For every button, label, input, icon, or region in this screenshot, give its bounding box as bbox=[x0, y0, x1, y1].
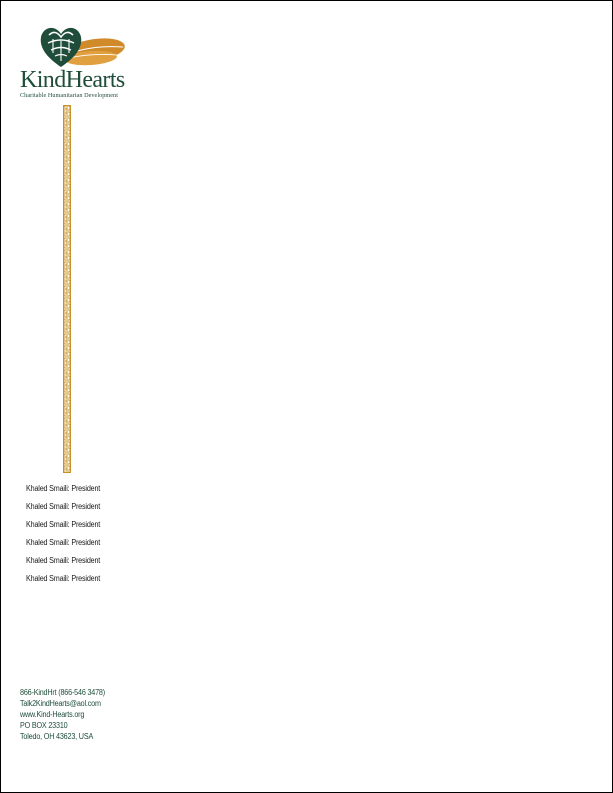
signatory-line: Khaled Smaili: President bbox=[26, 556, 101, 565]
gold-vertical-pattern-ornament bbox=[63, 105, 71, 473]
signatory-line: Khaled Smaili: President bbox=[26, 502, 101, 511]
logo-tagline: Charitable Humanitarian Development bbox=[20, 92, 118, 99]
signatory-line: Khaled Smaili: President bbox=[26, 484, 101, 493]
signatory-line: Khaled Smaili: President bbox=[26, 520, 101, 529]
contact-website[interactable]: www.Kind-Hearts.org bbox=[20, 710, 85, 719]
kindhearts-heart-logo-icon bbox=[39, 23, 127, 69]
signatory-line: Khaled Smaili: President bbox=[26, 574, 101, 583]
signatory-list bbox=[26, 484, 108, 592]
contact-phone: 866-KindHrt (866-546 3478) bbox=[20, 688, 105, 697]
contact-city: Toledo, OH 43623, USA bbox=[20, 732, 94, 741]
signatory-line: Khaled Smaili: President bbox=[26, 538, 101, 547]
contact-po-box: PO BOX 23310 bbox=[20, 721, 68, 730]
logo-wordmark: KindHearts bbox=[20, 67, 125, 93]
contact-email[interactable]: Talk2KindHearts@aol.com bbox=[20, 699, 101, 708]
kindhearts-logo bbox=[19, 23, 143, 101]
contact-block bbox=[20, 687, 114, 742]
